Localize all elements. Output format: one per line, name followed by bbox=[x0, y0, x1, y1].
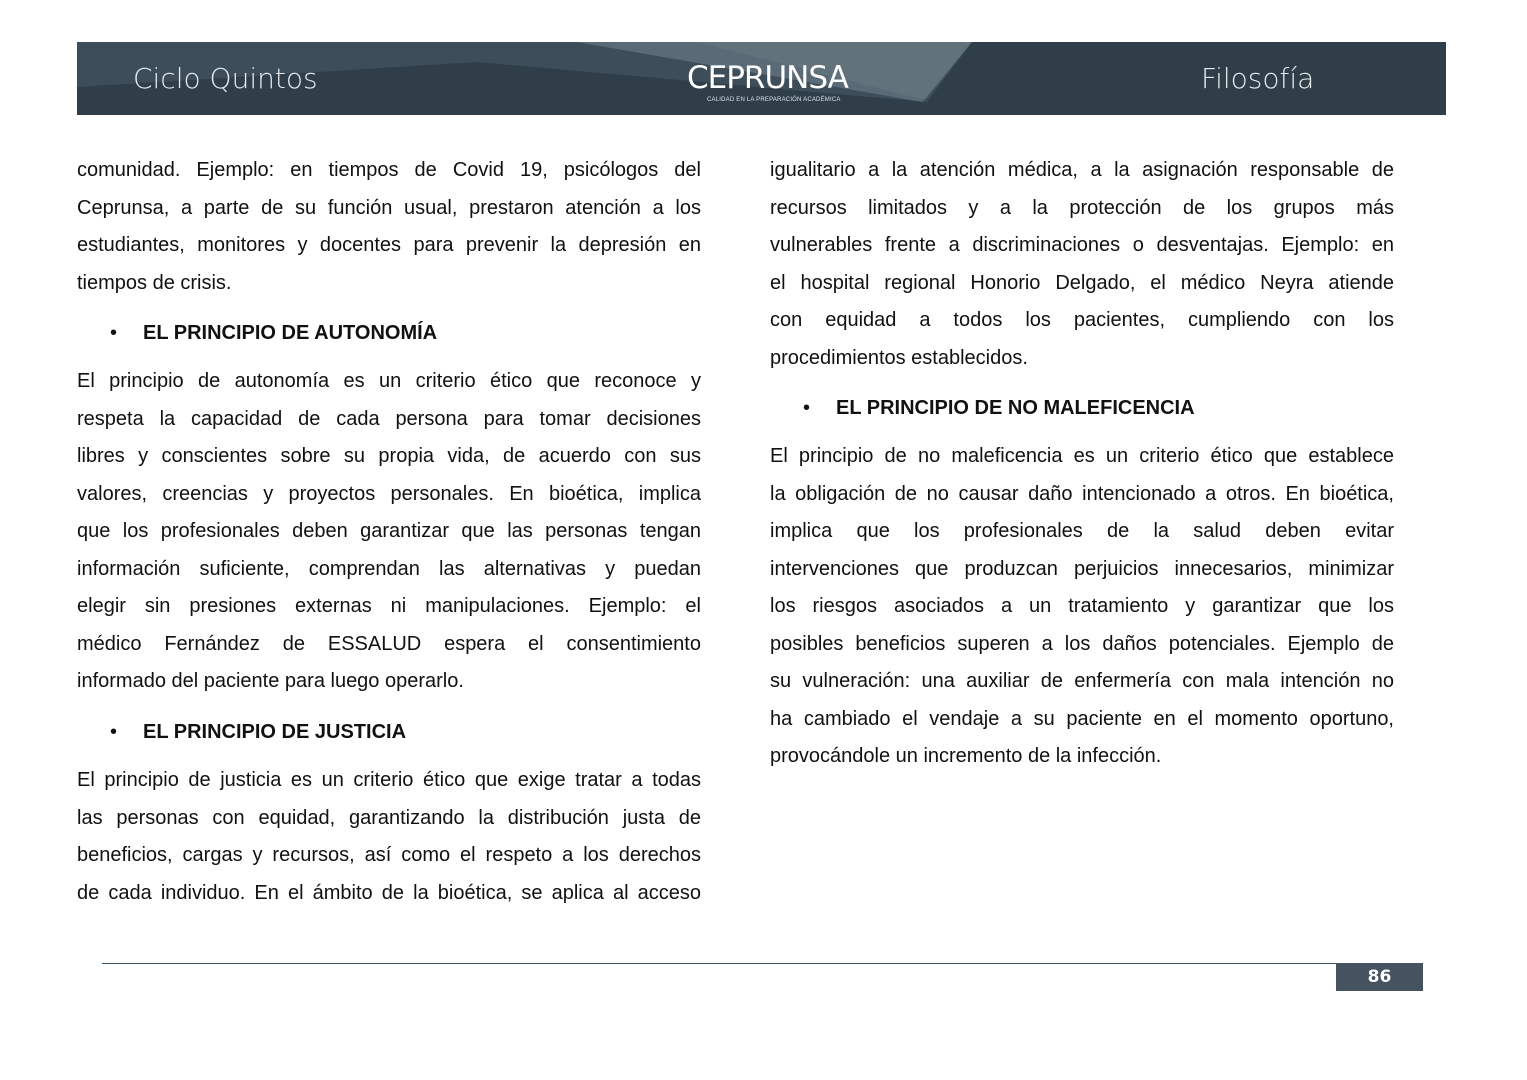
text-line: tiempos de crisis. bbox=[77, 271, 232, 294]
heading-no-maleficencia: EL PRINCIPIO DE NO MALEFICENCIA bbox=[836, 397, 1195, 419]
right-paragraph-1 bbox=[770, 152, 1394, 377]
heading-justicia: EL PRINCIPIO DE JUSTICIA bbox=[143, 721, 407, 743]
text-line: el hospital regional Honorio Delgado, el médico Neyra atiende bbox=[770, 271, 1394, 294]
bullet-icon: • bbox=[110, 721, 118, 743]
text-line: procedimientos establecidos. bbox=[770, 346, 1028, 369]
text-line: posibles beneficios superen a los daños potenciales. Ejemplo de bbox=[770, 632, 1394, 655]
text-line: de cada individuo. En el ámbito de la bioética, se aplica al acceso bbox=[77, 881, 701, 904]
text-line: informado del paciente para luego operarlo. bbox=[77, 670, 464, 692]
left-paragraph-2 bbox=[77, 363, 701, 701]
text-line: comunidad. Ejemplo: en tiempos de Covid 19, psicólogos del bbox=[77, 159, 701, 181]
text-line: las personas con equidad, garantizando la distribución justa de bbox=[77, 806, 701, 829]
footer-rule bbox=[102, 963, 1338, 964]
text-line: recursos limitados y a la protección de los grupos más bbox=[770, 196, 1394, 219]
text-line: estudiantes, monitores y docentes para prevenir la depresión en bbox=[77, 234, 701, 256]
page-number: 86 bbox=[1336, 963, 1423, 991]
text-line: El principio de no maleficencia es un criterio ético que establece bbox=[770, 445, 1394, 467]
text-line: beneficios, cargas y recursos, así como el respeto a los derechos bbox=[77, 844, 701, 866]
bullet-icon: • bbox=[803, 397, 811, 419]
text-line: ha cambiado el vendaje a su paciente en el momento oportuno, bbox=[770, 707, 1394, 730]
text-line: igualitario a la atención médica, a la asignación responsable de bbox=[770, 159, 1394, 181]
text-line: respeta la capacidad de cada persona para tomar decisiones bbox=[77, 407, 701, 430]
text-line: su vulneración: una auxiliar de enfermería con mala intención no bbox=[770, 670, 1394, 692]
page-header bbox=[77, 42, 1446, 115]
text-line: implica que los profesionales de la salud deben evitar bbox=[770, 520, 1394, 542]
text-line: intervenciones que produzcan perjuicios innecesarios, minimizar bbox=[770, 557, 1394, 580]
left-paragraph-3 bbox=[77, 762, 701, 912]
left-paragraph-1 bbox=[77, 152, 701, 302]
header-subject-title: Filosofía bbox=[1201, 62, 1315, 95]
logo-tagline: CALIDAD EN LA PREPARACIÓN ACADÉMICA bbox=[707, 97, 841, 103]
text-line: valores, creencias y proyectos personales. En bioética, implica bbox=[77, 482, 701, 505]
text-line: los riesgos asociados a un tratamiento y garantizar que los bbox=[770, 595, 1394, 617]
text-line: provocándole un incremento de la infección. bbox=[770, 745, 1162, 767]
text-line: elegir sin presiones externas ni manipulaciones. Ejemplo: el bbox=[77, 595, 701, 617]
text-line: Ceprunsa, a parte de su función usual, prestaron atención a los bbox=[77, 196, 701, 219]
right-paragraph-2 bbox=[770, 438, 1394, 776]
heading-autonomia: EL PRINCIPIO DE AUTONOMÍA bbox=[143, 322, 438, 344]
header-cycle-title: Ciclo Quintos bbox=[133, 62, 318, 95]
text-line: información suficiente, comprendan las alternativas y puedan bbox=[77, 557, 701, 580]
text-line: que los profesionales deben garantizar que las personas tengan bbox=[77, 520, 701, 542]
ceprunsa-logo: CEPRUNSA bbox=[687, 60, 848, 96]
text-line: médico Fernández de ESSALUD espera el consentimiento bbox=[77, 632, 701, 655]
bullet-icon: • bbox=[110, 322, 118, 344]
text-line: la obligación de no causar daño intencionado a otros. En bioética, bbox=[770, 482, 1394, 505]
text-line: El principio de justicia es un criterio ético que exige tratar a todas bbox=[77, 769, 701, 791]
text-line: vulnerables frente a discriminaciones o desventajas. Ejemplo: en bbox=[770, 234, 1394, 256]
text-line: libres y conscientes sobre su propia vida, de acuerdo con sus bbox=[77, 445, 701, 467]
text-line: El principio de autonomía es un criterio ético que reconoce y bbox=[77, 370, 701, 392]
text-line: con equidad a todos los pacientes, cumpliendo con los bbox=[770, 309, 1394, 331]
